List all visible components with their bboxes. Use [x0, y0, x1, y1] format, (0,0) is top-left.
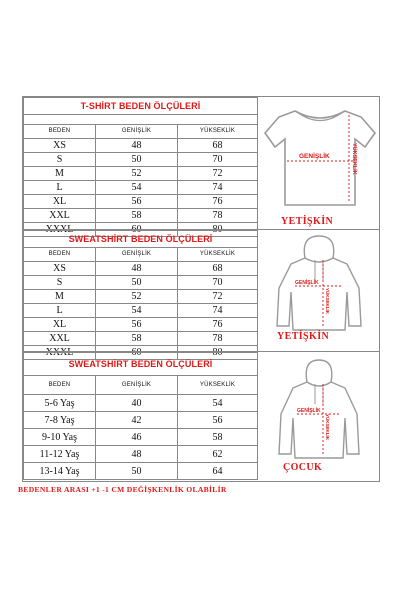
footer-note: BEDENLER ARASI +1 -1 CM DEĞİŞKENLİK OLABİLİR — [18, 485, 227, 494]
height-cell: 74 — [178, 181, 258, 195]
width-cell: 48 — [96, 139, 178, 153]
size-cell: M — [24, 290, 96, 304]
sweat-kids-width-label: GENİŞLİK — [297, 408, 321, 414]
height-cell: 80 — [178, 346, 258, 360]
width-cell: 52 — [96, 167, 178, 181]
height-cell: 56 — [178, 412, 258, 429]
sweat-kids-figure — [257, 352, 379, 482]
height-cell: 78 — [178, 332, 258, 346]
height-cell: 72 — [178, 290, 258, 304]
spacer-row — [24, 115, 258, 125]
table-row — [24, 276, 258, 290]
size-cell: 7-8 Yaş — [24, 412, 96, 429]
height-cell: 78 — [178, 209, 258, 223]
size-cell: S — [24, 153, 96, 167]
width-cell: 60 — [96, 223, 178, 237]
width-cell: 54 — [96, 304, 178, 318]
tshirt-size-table — [23, 97, 258, 237]
width-cell: 56 — [96, 195, 178, 209]
width-cell: 50 — [96, 463, 178, 480]
size-cell: XL — [24, 318, 96, 332]
width-cell: 40 — [96, 395, 178, 412]
tshirt-section — [23, 97, 379, 235]
table-row — [24, 429, 258, 446]
height-cell: 68 — [178, 139, 258, 153]
width-cell: 48 — [96, 446, 178, 463]
hoodie-outline-icon — [257, 230, 379, 334]
height-cell: 80 — [178, 223, 258, 237]
height-cell: 58 — [178, 429, 258, 446]
width-cell: 54 — [96, 181, 178, 195]
size-cell: 13-14 Yaş — [24, 463, 96, 480]
sweat-adult-size-table — [23, 230, 258, 360]
table-row — [24, 446, 258, 463]
size-cell: XXXL — [24, 223, 96, 237]
table-row — [24, 153, 258, 167]
size-cell: XS — [24, 262, 96, 276]
height-cell: 76 — [178, 195, 258, 209]
width-cell: 58 — [96, 209, 178, 223]
width-cell: 60 — [96, 346, 178, 360]
width-cell: 56 — [96, 318, 178, 332]
tshirt-caption: YETİŞKİN — [281, 216, 334, 227]
tshirt-width-label: GENİŞLİK — [299, 153, 330, 160]
width-cell: 52 — [96, 290, 178, 304]
size-cell: XL — [24, 195, 96, 209]
sweat-kids-caption: ÇOCUK — [283, 462, 323, 473]
sweatshirt-adult-section — [23, 229, 379, 358]
header-width: GENİŞLİK — [96, 125, 178, 139]
size-cell: 11-12 Yaş — [24, 446, 96, 463]
header-width: GENİŞLİK — [96, 376, 178, 395]
table-row — [24, 304, 258, 318]
size-cell: M — [24, 167, 96, 181]
height-cell: 54 — [178, 395, 258, 412]
kids-hoodie-outline-icon — [257, 352, 379, 464]
width-cell: 58 — [96, 332, 178, 346]
table-row — [24, 332, 258, 346]
size-cell: XXXL — [24, 346, 96, 360]
size-cell: XS — [24, 139, 96, 153]
sweat-kids-size-table — [23, 352, 258, 480]
width-cell: 48 — [96, 262, 178, 276]
width-cell: 42 — [96, 412, 178, 429]
sweat-adult-height-label: YÜKSEKLİK — [325, 288, 330, 315]
height-cell: 70 — [178, 276, 258, 290]
size-cell: S — [24, 276, 96, 290]
height-cell: 72 — [178, 167, 258, 181]
tshirt-outline-icon — [257, 97, 379, 217]
height-cell: 70 — [178, 153, 258, 167]
size-cell: L — [24, 304, 96, 318]
sweat-adult-table-title: SWEATSHİRT BEDEN ÖLÇÜLERİ — [24, 231, 258, 248]
sweatshirt-kids-section — [23, 351, 379, 482]
table-row — [24, 318, 258, 332]
width-cell: 50 — [96, 276, 178, 290]
size-cell: 5-6 Yaş — [24, 395, 96, 412]
size-cell: L — [24, 181, 96, 195]
table-row — [24, 181, 258, 195]
width-cell: 46 — [96, 429, 178, 446]
size-cell: XXL — [24, 332, 96, 346]
table-row — [24, 463, 258, 480]
size-chart-sheet — [22, 96, 380, 482]
sweat-kids-table-title: SWEATSHİRT BEDEN ÖLÇÜLERİ — [24, 353, 258, 376]
size-cell: XXL — [24, 209, 96, 223]
tshirt-figure — [257, 97, 379, 229]
table-row — [24, 195, 258, 209]
sweat-adult-caption: YETİŞKİN — [277, 331, 330, 342]
header-width: GENİŞLİK — [96, 248, 178, 262]
table-row — [24, 139, 258, 153]
table-row — [24, 395, 258, 412]
table-row — [24, 209, 258, 223]
height-cell: 62 — [178, 446, 258, 463]
height-cell: 64 — [178, 463, 258, 480]
table-row — [24, 262, 258, 276]
header-height: YÜKSEKLİK — [178, 248, 258, 262]
sweat-adult-figure — [257, 230, 379, 352]
table-row — [24, 412, 258, 429]
header-size: BEDEN — [24, 248, 96, 262]
height-cell: 76 — [178, 318, 258, 332]
height-cell: 74 — [178, 304, 258, 318]
sweat-adult-width-label: GENİŞLİK — [295, 280, 319, 286]
tshirt-table-title: T-SHİRT BEDEN ÖLÇÜLERİ — [24, 98, 258, 115]
header-size: BEDEN — [24, 376, 96, 395]
width-cell: 50 — [96, 153, 178, 167]
tshirt-height-label: YÜKSEKLİK — [351, 143, 357, 175]
header-size: BEDEN — [24, 125, 96, 139]
header-height: YÜKSEKLİK — [178, 125, 258, 139]
table-row — [24, 167, 258, 181]
table-row — [24, 290, 258, 304]
header-height: YÜKSEKLİK — [178, 376, 258, 395]
height-cell: 68 — [178, 262, 258, 276]
sweat-kids-height-label: YÜKSEKLİK — [325, 414, 330, 441]
size-cell: 9-10 Yaş — [24, 429, 96, 446]
